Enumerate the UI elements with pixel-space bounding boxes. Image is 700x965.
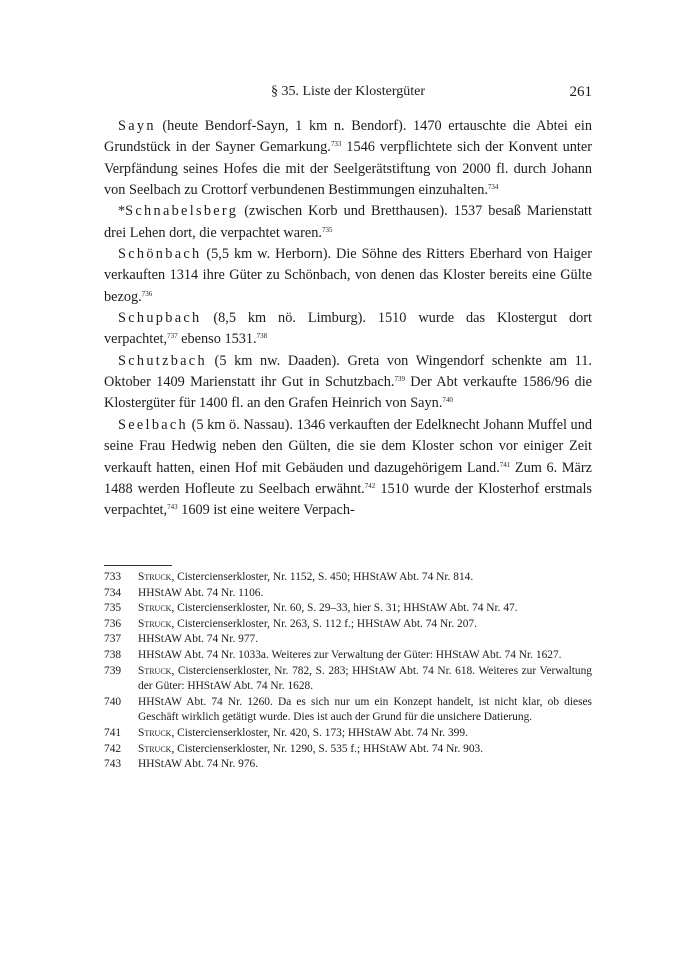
- text-segment: HHStAW Abt. 74 Nr. 1260. Da es sich nur um ein Konzept handelt, ist nicht klar, ob dieses Geschäft wirklich getätigt wurde. Dies ist auch der Grund für die unsichere Datierung.: [138, 695, 592, 724]
- footnotes: [104, 570, 592, 773]
- page-number: 261: [569, 84, 592, 100]
- place-entry: [104, 308, 592, 351]
- place-entry: [104, 116, 592, 201]
- text-segment: , Cistercienserkloster, Nr. 1290, S. 535 f.; HHStAW Abt. 74 Nr. 903.: [171, 742, 484, 755]
- place-entry: [104, 415, 592, 522]
- footnote: [104, 601, 592, 617]
- footnote-ref: 743: [167, 503, 178, 512]
- footnote: [104, 695, 592, 726]
- footnote-number: 733: [104, 571, 122, 583]
- footnote-ref: 739: [394, 375, 405, 384]
- text-segment: , Cistercienserkloster, Nr. 60, S. 29–33, hier S. 31; HHStAW Abt. 74 Nr. 47.: [171, 602, 518, 615]
- text-segment: (5,5 km w. Herborn). Die Söhne des Ritters Eberhard von Haiger verkauften 1314 ihre Güter zu Schönbach, von denen das Kloster bereits eine Gülte bezog.: [104, 246, 592, 305]
- footnote-number: 737: [104, 633, 122, 646]
- footnote: [104, 726, 592, 742]
- footnote-ref: 738: [256, 332, 268, 341]
- place-name: Schnabelsberg: [125, 203, 239, 220]
- footnote-ref: 733: [330, 140, 342, 149]
- place-entry: [104, 351, 592, 415]
- text-segment: 1609 ist eine weitere Verpach-: [177, 502, 355, 519]
- author-name: Struck: [138, 602, 172, 615]
- text-segment: 1510 wurde der Klosterhof erstmals verpachtet,: [104, 480, 592, 519]
- text-segment: (8,5 km nö. Limburg). 1510 wurde das Klostergut dort verpachtet,: [104, 310, 592, 348]
- text-segment: HHStAW Abt. 74 Nr. 977.: [138, 633, 259, 646]
- text-segment: , Cistercienserkloster, Nr. 782, S. 283; HHStAW Abt. 74 Nr. 618. Weiteres zur Verwaltung der Güter: HHStAW Abt. 74 Nr. 1628.: [138, 664, 592, 693]
- text-segment: HHStAW Abt. 74 Nr. 976.: [138, 758, 259, 771]
- text-segment: (5 km nw. Daaden). Greta von Wingendorf schenkte am 11. Oktober 1409 Marienstatt ihr Gut in Schutzbach.: [104, 352, 592, 391]
- footnote: [104, 632, 592, 648]
- text-segment: (zwischen Korb und Bretthausen). 1537 besaß Marienstatt drei Lehen dort, die verpachtet waren.: [104, 203, 592, 241]
- footnote-ref: 741: [499, 460, 511, 469]
- footnote-number: 738: [104, 648, 122, 661]
- footnote-divider: [104, 565, 172, 566]
- place-entry: [104, 244, 592, 308]
- footnote: [104, 757, 592, 773]
- footnote-number: 741: [104, 726, 122, 739]
- text-segment: Der Abt verkaufte 1586/96 die Klostergüter für 1400 fl. an den Grafen Heinrich von Sayn.: [104, 374, 593, 412]
- text-segment: ebenso 1531.: [177, 331, 257, 348]
- footnote-number: 735: [104, 602, 122, 615]
- footnote-number: 739: [104, 664, 122, 677]
- author-name: Struck: [138, 617, 172, 630]
- footnote-ref: 735: [321, 225, 333, 234]
- entry-marker: *: [118, 203, 126, 220]
- footnote-number: 742: [104, 742, 122, 755]
- footnote: [104, 742, 592, 758]
- author-name: Struck: [138, 664, 172, 677]
- running-title: § 35. Liste der Klostergüter: [270, 84, 426, 99]
- footnote-ref: 734: [487, 183, 499, 192]
- page-header: [104, 84, 592, 102]
- text-segment: HHStAW Abt. 74 Nr. 1033a. Weiteres zur Verwaltung der Güter: HHStAW Abt. 74 Nr. 1627.: [138, 648, 562, 661]
- text-segment: (5 km ö. Nassau). 1346 verkauften der Edelknecht Johann Muffel und seine Frau Hedwig neben den Gülten, die sie dem Kloster schon vor einiger Zeit verkauft hatten, einen Hof mit Gebäuden und dazugehörigem Land.: [104, 416, 592, 476]
- text-segment: , Cistercienserkloster, Nr. 420, S. 173; HHStAW Abt. 74 Nr. 399.: [171, 726, 468, 739]
- text-segment: , Cistercienserkloster, Nr. 263, S. 112 f.; HHStAW Abt. 74 Nr. 207.: [171, 617, 477, 630]
- footnote-ref: 740: [442, 396, 453, 405]
- footnote-number: 736: [104, 617, 122, 630]
- text-segment: (heute Bendorf-Sayn, 1 km n. Bendorf). 1470 ertauschte die Abtei ein Grundstück in der Sayner Gemarkung.: [104, 118, 592, 156]
- place-name: Schutzbach: [118, 352, 207, 369]
- text-segment: , Cistercienserkloster, Nr. 1152, S. 450; HHStAW Abt. 74 Nr. 814.: [171, 571, 474, 583]
- place-entry: [104, 201, 592, 244]
- text-segment: Zum 6. März 1488 werden Hofleute zu Seelbach erwähnt.: [104, 459, 592, 497]
- author-name: Struck: [138, 742, 172, 755]
- text-segment: 1546 verpflichtete sich der Konvent unter Verpfändung seines Hofes die mit der Seelgerätstiftung von 2000 fl. durch Johann von Seelbach zu Crottorf verbundenen Bestimmungen einzuhalten.: [104, 139, 592, 199]
- footnote-number: 740: [104, 695, 122, 708]
- footnote-ref: 742: [364, 481, 376, 490]
- footnote: [104, 586, 592, 602]
- author-name: Struck: [138, 571, 172, 583]
- footnote: [104, 648, 592, 664]
- footnote: [104, 664, 592, 695]
- place-name: Sayn: [118, 118, 156, 134]
- footnote-ref: 737: [167, 332, 178, 341]
- footnote-number: 743: [104, 758, 122, 771]
- footnote: [104, 570, 592, 586]
- footnote-number: 734: [104, 586, 122, 599]
- footnote-ref: 736: [141, 289, 153, 298]
- place-name: Schönbach: [118, 246, 202, 263]
- author-name: Struck: [138, 726, 172, 739]
- footnote: [104, 617, 592, 633]
- text-segment: HHStAW Abt. 74 Nr. 1106.: [138, 586, 264, 599]
- place-name: Seelbach: [118, 416, 189, 433]
- place-name: Schupbach: [118, 310, 202, 327]
- main-text: [104, 116, 592, 522]
